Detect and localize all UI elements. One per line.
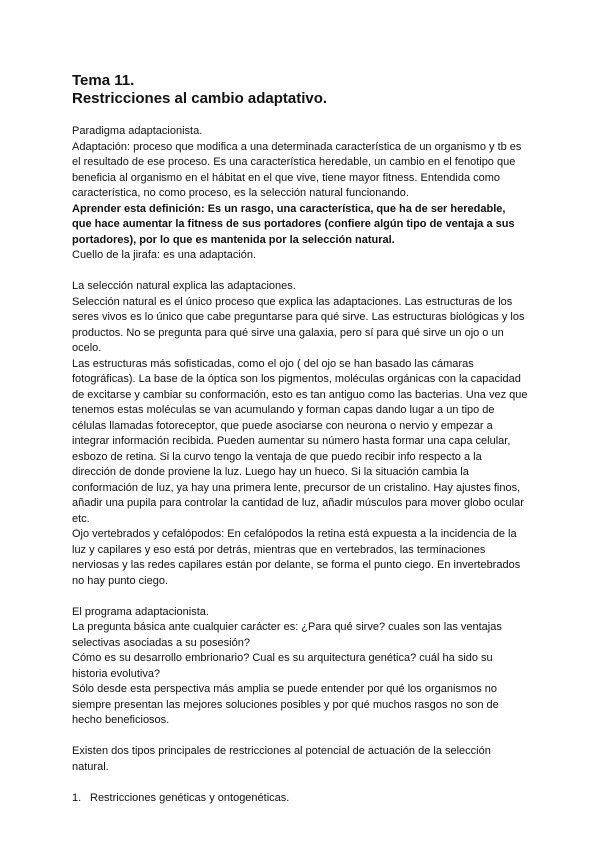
blank-line (72, 264, 528, 280)
perspective-paragraph: Sólo desde esta perspectiva más amplia se puede entender por qué los organismos no siempre presentan las mejores soluciones posibles y por qué muchos rasgos no son de hecho beneficiosos. (72, 683, 499, 726)
blank-line (72, 589, 528, 605)
section-3-heading: El programa adaptacionista. (72, 605, 209, 618)
list-item (72, 791, 528, 807)
section-2-heading: La selección natural explica las adaptaciones. (72, 280, 296, 292)
blank-line (72, 775, 528, 791)
adaptation-paragraph: Adaptación: proceso que modifica a una determinada característica de un organismo y tb es el resultado de ese proceso. Es una característica heredable, un cambio en el fenotipo que beneficia al organismo en el hábitat en el que vive, tiene mayor fitness. Entendida como característica, no como proceso, es la selección natural funcionando. (72, 140, 522, 199)
blank-line (72, 729, 528, 745)
definition-bold-paragraph: Aprender esta definición: Es un rasgo, una característica, que ha de ser heredable, que hace aumentar la fitness de sus portadores (confiere algún tipo de ventaja a sus portadores), por lo que es mantenida por la selección natural. (72, 202, 515, 246)
giraffe-paragraph: Cuello de la jirafa: es una adaptación. (72, 249, 257, 261)
title-line-2: Restricciones al cambio adaptativo. (72, 90, 328, 107)
restrictions-list (72, 791, 528, 807)
natural-selection-paragraph: Selección natural es el único proceso que explica las adaptaciones. Las estructuras de los seres vivos es lo único que cabe preguntarse para qué sirve. Las estructuras biológicas y los productos. No se pregunta para qué sirve una galaxia, pero sí para qué sirve un ojo o un ocelo. (72, 295, 525, 354)
restrictions-intro-paragraph: Existen dos tipos principales de restricciones al potencial de actuación de la selección natural. (72, 745, 491, 773)
spacer (72, 108, 528, 124)
basic-question-paragraph: La pregunta básica ante cualquier carácter es: ¿Para qué sirve? cuales son las ventajas selectivas asociadas a su posesión? (72, 621, 502, 649)
vertebrate-cephalopod-paragraph: Ojo vertebrados y cefalópodos: En cefalópodos la retina está expuesta a la incidencia de la luz y capilares y eso está por detrás, mientras que en vertebrados, las terminaciones nerviosas y las redes capilares están por delante, se forma el punto ciego. En invertebrados no hay punto ciego. (72, 528, 521, 587)
section-1-heading: Paradigma adaptacionista. (72, 125, 203, 137)
development-question-paragraph: Cómo es su desarrollo embrionario? Cual es su arquitectura genética? cuál ha sido su historia evolutiva? (72, 652, 493, 680)
list-item-number: 1. (72, 791, 82, 804)
eye-structures-paragraph: Las estructuras más sofisticadas, como el ojo ( del ojo se han basado las cámaras fotográficas). La base de la óptica son los pigmentos, moléculas orgánicas con la capacidad de excitarse y cambiar su conformación, esto es tan antiguo como las bacterias. Una vez que tenemos estas moléculas se van acumulando y forman capas dando lugar a un tipo de células llamadas fotoreceptor, que puede asociarse con neurona o nervio y empezar a integrar información recibida. Pueden aumentar su número hasta formar una capa celular, esbozo de retina. Si la curvo tengo la ventaja de que puedo recibir info respecto a la dirección de donde proviene la luz. Luego hay un hueco. Si la situación cambia la conformación de luz, ya hay una primera lente, precursor de un cristalino. Hay ajustes finos, añadir una pupila para controlar la cantidad de luz, añadir músculos para mover globo ocular etc. (72, 357, 528, 525)
list-item-text: Restricciones genéticas y ontogenéticas. (90, 791, 290, 804)
title-line-1: Tema 11. (72, 72, 135, 89)
document-content (72, 72, 528, 806)
